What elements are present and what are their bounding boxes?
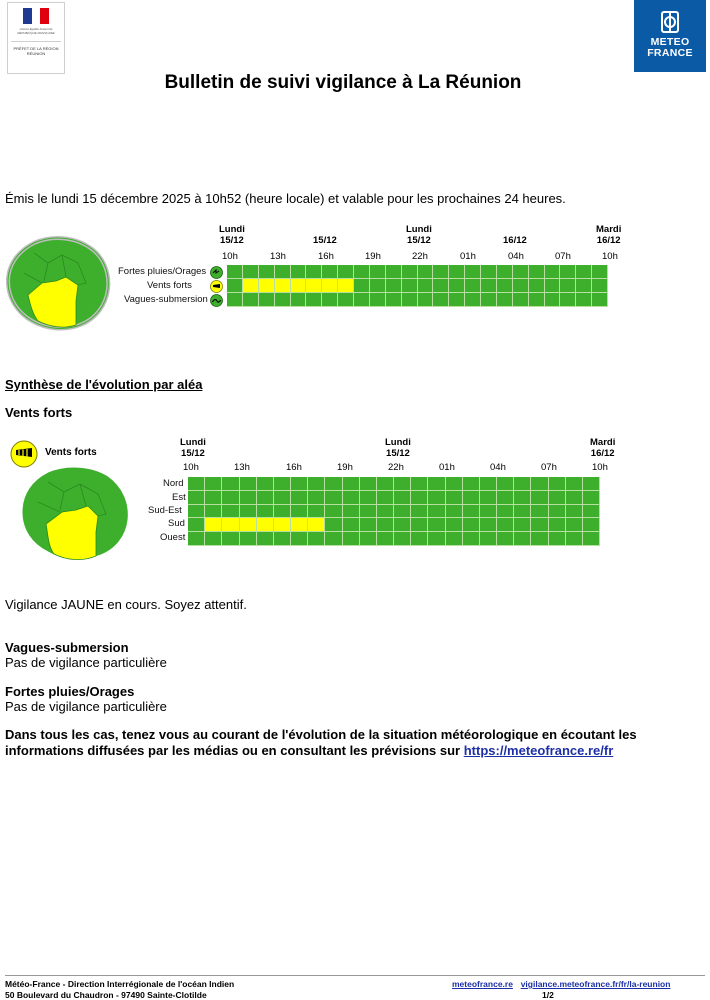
timeline-cell xyxy=(514,518,531,532)
timeline-cell xyxy=(497,293,513,307)
timeline-cell xyxy=(205,477,222,491)
timeline-cell xyxy=(360,491,377,505)
timeline-cell xyxy=(514,477,531,491)
meteofrance-link[interactable]: https://meteofrance.re/fr xyxy=(463,743,614,758)
hour-tick-label: 04h xyxy=(508,251,524,262)
timeline-cell xyxy=(188,477,205,491)
timeline-cell xyxy=(338,293,354,307)
timeline-cell xyxy=(480,491,497,505)
timeline-cell xyxy=(463,477,480,491)
timeline-cell xyxy=(411,532,428,546)
timeline-cell xyxy=(545,293,561,307)
timeline-cell xyxy=(243,293,259,307)
prefecture-motto: Liberté Égalité Fraternité RÉPUBLIQUE FRANÇAISE xyxy=(17,27,55,35)
timeline-cell xyxy=(306,265,322,279)
timeline-cell xyxy=(325,518,342,532)
timeline-cell xyxy=(497,477,514,491)
timeline-cell xyxy=(205,518,222,532)
timeline-cell xyxy=(549,477,566,491)
timeline-cell xyxy=(306,279,322,293)
timeline-cell xyxy=(529,265,545,279)
timeline-cell xyxy=(497,491,514,505)
timeline-cell xyxy=(222,505,239,519)
timeline-cell xyxy=(592,279,608,293)
timeline-cell xyxy=(449,279,465,293)
timeline-cell xyxy=(274,532,291,546)
timeline-cell xyxy=(560,279,576,293)
timeline-cell xyxy=(257,532,274,546)
hour-tick-label: 10h xyxy=(183,462,199,473)
prefecture-logo xyxy=(7,2,65,74)
final-advice-paragraph xyxy=(5,727,705,759)
timeline-cell xyxy=(549,518,566,532)
timeline-cell xyxy=(257,505,274,519)
timeline-cell xyxy=(370,279,386,293)
timeline-cell xyxy=(377,491,394,505)
timeline-cell xyxy=(274,518,291,532)
french-flag-icon xyxy=(23,8,49,24)
timeline-cell xyxy=(497,518,514,532)
timeline-cell xyxy=(291,265,307,279)
row-label-vents-forts: Vents forts xyxy=(147,280,192,291)
timeline-cell xyxy=(394,491,411,505)
timeline-cell xyxy=(446,532,463,546)
timeline-cell xyxy=(566,518,583,532)
timeline-cell xyxy=(433,265,449,279)
overview-row xyxy=(227,279,608,293)
timeline-cell xyxy=(433,279,449,293)
timeline-cell xyxy=(433,293,449,307)
timeline-cell xyxy=(583,491,600,505)
timeline-cell xyxy=(240,477,257,491)
timeline-cell xyxy=(514,491,531,505)
timeline-cell xyxy=(592,265,608,279)
pluies-heading: Fortes pluies/Orages xyxy=(5,684,135,699)
timeline-cell xyxy=(243,265,259,279)
timeline-cell xyxy=(322,265,338,279)
timeline-cell xyxy=(205,491,222,505)
timeline-cell xyxy=(449,265,465,279)
timeline-cell xyxy=(497,265,513,279)
row-label-vagues: Vagues-submersion xyxy=(124,294,208,305)
timeline-cell xyxy=(449,293,465,307)
timeline-cell xyxy=(240,491,257,505)
timeline-cell xyxy=(549,505,566,519)
timeline-cell xyxy=(465,293,481,307)
timeline-cell xyxy=(227,293,243,307)
day-label: Lundi 15/12 xyxy=(406,224,432,246)
timeline-cell xyxy=(529,279,545,293)
zone-label-nord: Nord xyxy=(163,478,184,489)
day-label: Lundi 15/12 xyxy=(385,437,411,459)
prefecture-name: PRÉFET DE LA RÉGION RÉUNION xyxy=(13,46,59,56)
timeline-cell xyxy=(402,279,418,293)
timeline-cell xyxy=(205,505,222,519)
timeline-cell xyxy=(354,279,370,293)
timeline-cell xyxy=(446,518,463,532)
timeline-cell xyxy=(360,505,377,519)
page-number: 1/2 xyxy=(542,990,554,1000)
zone-row xyxy=(188,477,600,491)
timeline-cell xyxy=(428,477,445,491)
timeline-cell xyxy=(428,491,445,505)
timeline-cell xyxy=(497,279,513,293)
timeline-cell xyxy=(394,532,411,546)
timeline-cell xyxy=(481,265,497,279)
reunion-zones-map xyxy=(18,462,140,564)
timeline-cell xyxy=(343,477,360,491)
zone-row xyxy=(188,532,600,546)
timeline-cell xyxy=(386,293,402,307)
footer-address: 50 Boulevard du Chaudron - 97490 Sainte-Clotilde xyxy=(5,990,207,1000)
zone-row xyxy=(188,491,600,505)
timeline-cell xyxy=(338,265,354,279)
hour-tick-label: 07h xyxy=(541,462,557,473)
timeline-cell xyxy=(513,279,529,293)
timeline-cell xyxy=(576,265,592,279)
timeline-cell xyxy=(576,279,592,293)
timeline-cell xyxy=(360,532,377,546)
timeline-cell xyxy=(291,477,308,491)
timeline-cell xyxy=(418,293,434,307)
final-advice-text: Dans tous les cas, tenez vous au courant de l'évolution de la situation météorologique en écoutant les informations diffusées par les médias ou en consultant les prévisions sur xyxy=(5,727,637,758)
timeline-cell xyxy=(583,505,600,519)
timeline-cell xyxy=(325,491,342,505)
timeline-cell xyxy=(566,532,583,546)
zone-row xyxy=(188,505,600,519)
timeline-cell xyxy=(497,532,514,546)
timeline-cell xyxy=(480,477,497,491)
timeline-cell xyxy=(394,505,411,519)
timeline-cell xyxy=(545,279,561,293)
timeline-cell xyxy=(465,265,481,279)
timeline-cell xyxy=(275,293,291,307)
timeline-cell xyxy=(227,279,243,293)
timeline-cell xyxy=(463,518,480,532)
row-label-fortes-pluies: Fortes pluies/Orages xyxy=(118,266,207,277)
timeline-cell xyxy=(274,491,291,505)
footer-link-vigilance[interactable]: vigilance.meteofrance.fr/fr/la-reunion xyxy=(520,979,671,989)
timeline-cell xyxy=(583,532,600,546)
hour-tick-label: 01h xyxy=(460,251,476,262)
hour-tick-label: 22h xyxy=(412,251,428,262)
synthesis-title: Synthèse de l'évolution par aléa xyxy=(5,377,203,392)
timeline-cell xyxy=(259,293,275,307)
timeline-cell xyxy=(531,491,548,505)
timeline-cell xyxy=(481,293,497,307)
timeline-cell xyxy=(257,518,274,532)
zone-label-sud: Sud xyxy=(168,518,185,529)
zone-timeline-grid xyxy=(188,477,600,546)
timeline-cell xyxy=(188,532,205,546)
timeline-cell xyxy=(531,532,548,546)
zone-row xyxy=(188,518,600,532)
timeline-cell xyxy=(377,477,394,491)
timeline-cell xyxy=(497,505,514,519)
timeline-cell xyxy=(463,491,480,505)
timeline-cell xyxy=(446,477,463,491)
timeline-cell xyxy=(418,279,434,293)
timeline-cell xyxy=(531,505,548,519)
footer-org: Météo-France - Direction Interrégionale de l'océan Indien xyxy=(5,979,235,989)
hour-tick-label: 13h xyxy=(234,462,250,473)
hour-tick-label: 10h xyxy=(222,251,238,262)
timeline-cell xyxy=(291,293,307,307)
timeline-cell xyxy=(343,518,360,532)
timeline-cell xyxy=(188,518,205,532)
timeline-cell xyxy=(428,532,445,546)
timeline-cell xyxy=(394,477,411,491)
wind-icon xyxy=(210,280,223,293)
overview-row xyxy=(227,293,608,307)
timeline-cell xyxy=(566,477,583,491)
emission-text: Émis le lundi 15 décembre 2025 à 10h52 (heure locale) et valable pour les prochaines 24 heures. xyxy=(5,191,566,206)
timeline-cell xyxy=(325,505,342,519)
timeline-cell xyxy=(306,293,322,307)
timeline-cell xyxy=(386,265,402,279)
timeline-cell xyxy=(222,518,239,532)
timeline-cell xyxy=(377,532,394,546)
timeline-cell xyxy=(513,265,529,279)
footer-links xyxy=(452,979,670,989)
timeline-cell xyxy=(354,265,370,279)
timeline-cell xyxy=(394,518,411,532)
reunion-island-map xyxy=(4,233,116,333)
timeline-cell xyxy=(549,532,566,546)
timeline-cell xyxy=(370,265,386,279)
timeline-cell xyxy=(480,505,497,519)
timeline-cell xyxy=(291,279,307,293)
timeline-cell xyxy=(514,505,531,519)
logo-word-france: FRANCE xyxy=(647,47,693,59)
timeline-cell xyxy=(428,505,445,519)
timeline-cell xyxy=(418,265,434,279)
timeline-cell xyxy=(240,518,257,532)
timeline-cell xyxy=(222,532,239,546)
timeline-cell xyxy=(446,505,463,519)
timeline-cell xyxy=(514,532,531,546)
timeline-cell xyxy=(463,505,480,519)
timeline-cell xyxy=(360,518,377,532)
timeline-cell xyxy=(411,518,428,532)
timeline-cell xyxy=(291,518,308,532)
timeline-cell xyxy=(377,505,394,519)
timeline-cell xyxy=(259,265,275,279)
timeline-cell xyxy=(222,477,239,491)
overview-row xyxy=(227,265,608,279)
timeline-cell xyxy=(322,279,338,293)
vents-forts-heading: Vents forts xyxy=(5,405,73,420)
timeline-cell xyxy=(411,477,428,491)
timeline-cell xyxy=(531,477,548,491)
timeline-cell xyxy=(411,505,428,519)
timeline-cell xyxy=(275,265,291,279)
zone-label-ouest: Ouest xyxy=(160,532,186,543)
timeline-cell xyxy=(529,293,545,307)
legend-label-vents-forts: Vents forts xyxy=(45,447,97,458)
vagues-heading: Vagues-submersion xyxy=(5,640,129,655)
timeline-cell xyxy=(343,532,360,546)
timeline-cell xyxy=(338,279,354,293)
timeline-cell xyxy=(513,293,529,307)
divider xyxy=(11,41,61,42)
hour-tick-label: 13h xyxy=(270,251,286,262)
timeline-cell xyxy=(257,491,274,505)
timeline-cell xyxy=(370,293,386,307)
hour-tick-label: 01h xyxy=(439,462,455,473)
timeline-cell xyxy=(257,477,274,491)
page-title: Bulletin de suivi vigilance à La Réunion xyxy=(164,72,522,93)
hour-tick-label: 19h xyxy=(337,462,353,473)
timeline-cell xyxy=(343,491,360,505)
hour-tick-label: 16h xyxy=(286,462,302,473)
timeline-cell xyxy=(308,532,325,546)
timeline-cell xyxy=(428,518,445,532)
timeline-cell xyxy=(322,293,338,307)
timeline-cell xyxy=(275,279,291,293)
overview-timeline-grid xyxy=(227,265,608,307)
timeline-cell xyxy=(240,505,257,519)
meteo-france-emblem-icon xyxy=(661,11,679,33)
timeline-cell xyxy=(566,505,583,519)
timeline-cell xyxy=(274,477,291,491)
timeline-cell xyxy=(205,532,222,546)
timeline-cell xyxy=(545,265,561,279)
timeline-cell xyxy=(291,505,308,519)
meteo-france-logo xyxy=(634,0,706,72)
timeline-cell xyxy=(402,265,418,279)
timeline-cell xyxy=(592,293,608,307)
timeline-cell xyxy=(308,477,325,491)
day-label: 16/12 xyxy=(503,235,527,246)
timeline-cell xyxy=(463,532,480,546)
timeline-cell xyxy=(308,505,325,519)
timeline-cell xyxy=(188,505,205,519)
timeline-cell xyxy=(583,477,600,491)
logo-word-meteo: METEO xyxy=(650,36,690,48)
hour-tick-label: 10h xyxy=(592,462,608,473)
vagues-text: Pas de vigilance particulière xyxy=(5,655,167,670)
timeline-cell xyxy=(325,477,342,491)
vigilance-status-text: Vigilance JAUNE en cours. Soyez attentif. xyxy=(5,597,247,612)
timeline-cell xyxy=(240,532,257,546)
timeline-cell xyxy=(465,279,481,293)
timeline-cell xyxy=(583,518,600,532)
timeline-cell xyxy=(360,477,377,491)
timeline-cell xyxy=(481,279,497,293)
timeline-cell xyxy=(480,518,497,532)
zone-label-est: Est xyxy=(172,492,186,503)
hour-tick-label: 04h xyxy=(490,462,506,473)
footer-link-meteofrance[interactable]: meteofrance.re xyxy=(452,979,513,989)
timeline-cell xyxy=(274,505,291,519)
wave-icon xyxy=(210,294,223,307)
day-label: Mardi 16/12 xyxy=(596,224,622,246)
timeline-cell xyxy=(354,293,370,307)
timeline-cell xyxy=(377,518,394,532)
day-label: Lundi 15/12 xyxy=(219,224,245,246)
timeline-cell xyxy=(549,491,566,505)
rain-storm-icon xyxy=(210,266,223,279)
timeline-cell xyxy=(227,265,243,279)
timeline-cell xyxy=(308,491,325,505)
hour-tick-label: 22h xyxy=(388,462,404,473)
timeline-cell xyxy=(576,293,592,307)
timeline-cell xyxy=(531,518,548,532)
timeline-cell xyxy=(446,491,463,505)
timeline-cell xyxy=(343,505,360,519)
timeline-cell xyxy=(308,518,325,532)
timeline-cell xyxy=(560,265,576,279)
day-label: Lundi 15/12 xyxy=(180,437,206,459)
timeline-cell xyxy=(188,491,205,505)
timeline-cell xyxy=(402,293,418,307)
timeline-cell xyxy=(411,491,428,505)
day-label: Mardi 16/12 xyxy=(590,437,616,459)
hour-tick-label: 16h xyxy=(318,251,334,262)
timeline-cell xyxy=(291,491,308,505)
day-label: 15/12 xyxy=(313,235,337,246)
zone-label-sud-est: Sud-Est xyxy=(148,505,182,516)
timeline-cell xyxy=(222,491,239,505)
footer-divider xyxy=(5,975,705,976)
hour-tick-label: 10h xyxy=(602,251,618,262)
pluies-text: Pas de vigilance particulière xyxy=(5,699,167,714)
timeline-cell xyxy=(325,532,342,546)
hour-tick-label: 07h xyxy=(555,251,571,262)
timeline-cell xyxy=(566,491,583,505)
timeline-cell xyxy=(560,293,576,307)
timeline-cell xyxy=(259,279,275,293)
hour-tick-label: 19h xyxy=(365,251,381,262)
timeline-cell xyxy=(480,532,497,546)
timeline-cell xyxy=(291,532,308,546)
timeline-cell xyxy=(243,279,259,293)
timeline-cell xyxy=(386,279,402,293)
